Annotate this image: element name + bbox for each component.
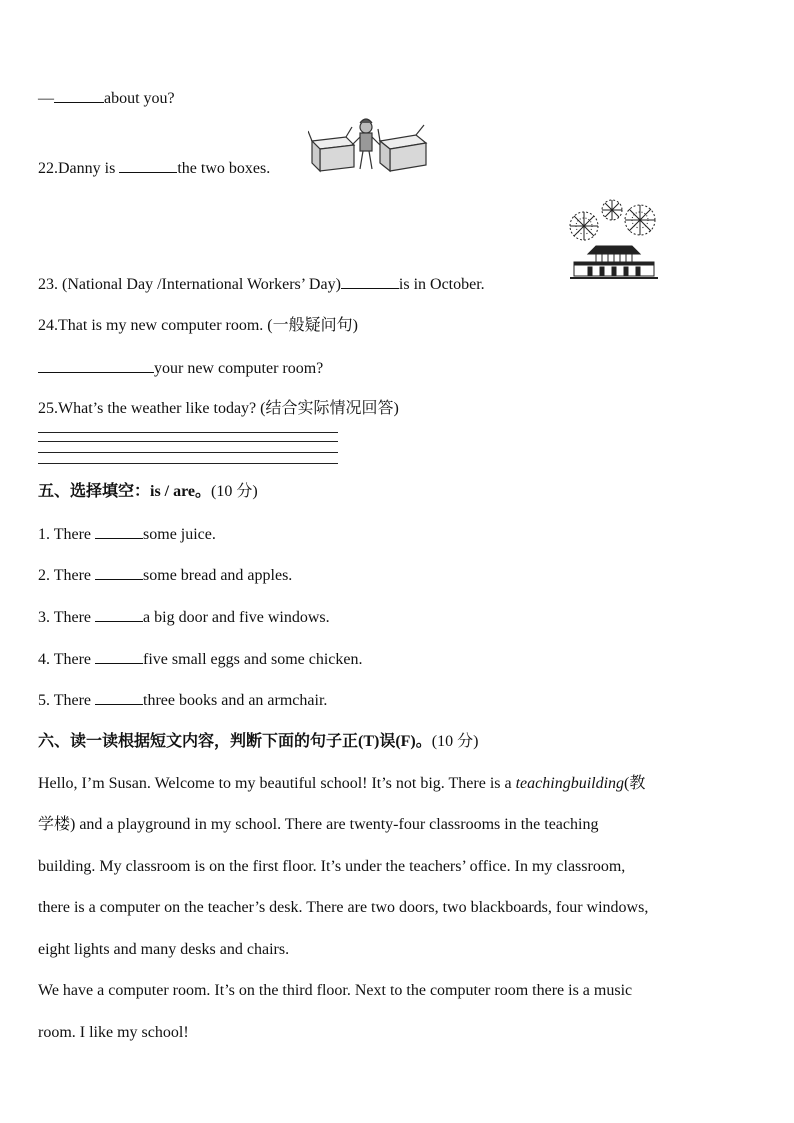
section5-item-3 (38, 607, 330, 628)
q21-tail: about you? (104, 90, 175, 107)
section5-item-5 (38, 690, 327, 711)
section6-heading (38, 732, 478, 752)
answer-blank[interactable] (95, 565, 143, 580)
item-text: five small eggs and some chicken. (143, 651, 363, 668)
answer-blank[interactable] (95, 649, 143, 664)
firework-2 (602, 200, 622, 220)
section6-title: 六、读一读根据短文内容，判断下面的句子正(T)误(F)。 (38, 733, 432, 750)
section5-item-4 (38, 649, 363, 670)
q23-text: 23. (National Day /International Workers’ Day) (38, 276, 341, 293)
item-number: 3. There (38, 609, 92, 626)
item-text: a big door and five windows. (143, 609, 330, 626)
passage-line-5: eight lights and many desks and chairs. (38, 941, 290, 958)
item-text: three books and an armchair. (143, 692, 328, 709)
passage-line-1 (38, 774, 758, 794)
item-number: 4. There (38, 651, 92, 668)
answer-blank[interactable] (95, 690, 143, 705)
answer-rule-2[interactable] (38, 441, 338, 442)
firework-3 (625, 205, 655, 235)
section6-score: (10 分) (431, 733, 479, 750)
answer-blank[interactable] (341, 274, 399, 289)
q24: 24.That is my new computer room. (一般疑问句) (38, 317, 358, 334)
passage-line-6: We have a computer room. It’s on the third floor. Next to the computer room there is a music (38, 982, 633, 999)
section5-heading (38, 482, 258, 502)
section5-score: (10 分) (211, 483, 258, 500)
boxes-boy-illustration (308, 115, 432, 173)
answer-rule-1[interactable] (38, 432, 338, 433)
passage-text: (教 (624, 775, 646, 792)
answer-blank[interactable] (119, 158, 177, 173)
answer-blank[interactable] (95, 607, 143, 622)
q23-tail: is in October. (398, 276, 485, 293)
q22-tail: the two boxes. (177, 160, 271, 177)
answer-blank[interactable] (38, 358, 154, 373)
passage-line-3: building. My classroom is on the first floor. It’s under the teachers’ office. In my classroom, (38, 858, 626, 875)
section5-item-2 (38, 565, 292, 586)
item-number: 1. There (38, 526, 92, 543)
passage-line-2: 学楼) and a playground in my school. There are twenty-four classrooms in the teaching (38, 816, 599, 833)
passage-italic-term: teachingbuilding (515, 775, 625, 792)
item-text: some bread and apples. (143, 567, 293, 584)
answer-blank[interactable] (54, 88, 104, 103)
section5-title: 五、选择填空：is / are。 (38, 483, 212, 500)
item-number: 2. There (38, 567, 92, 584)
q25: 25.What’s the weather like today? (结合实际情况回答) (38, 400, 399, 417)
q21-answer-line (38, 88, 175, 109)
tiananmen-fireworks-illustration (566, 198, 662, 282)
answer-blank[interactable] (95, 524, 143, 539)
q22-text: 22.Danny is (38, 160, 116, 177)
passage-line-4: there is a computer on the teacher’s desk. There are two doors, two blackboards, four windows, (38, 899, 649, 916)
answer-rule-4[interactable] (38, 463, 338, 464)
answer-rule-3[interactable] (38, 452, 338, 453)
dash: — (38, 90, 54, 107)
q24-answer-line (38, 358, 323, 379)
item-text: some juice. (143, 526, 216, 543)
q23 (38, 274, 485, 295)
passage-line-7: room. I like my school! (38, 1024, 189, 1041)
q22 (38, 158, 270, 179)
firework-1 (570, 212, 598, 240)
passage-text: Hello, I’m Susan. Welcome to my beautiful school! It’s not big. There is a (38, 775, 516, 792)
item-number: 5. There (38, 692, 92, 709)
q24-tail: your new computer room? (154, 360, 324, 377)
section5-item-1 (38, 524, 216, 545)
